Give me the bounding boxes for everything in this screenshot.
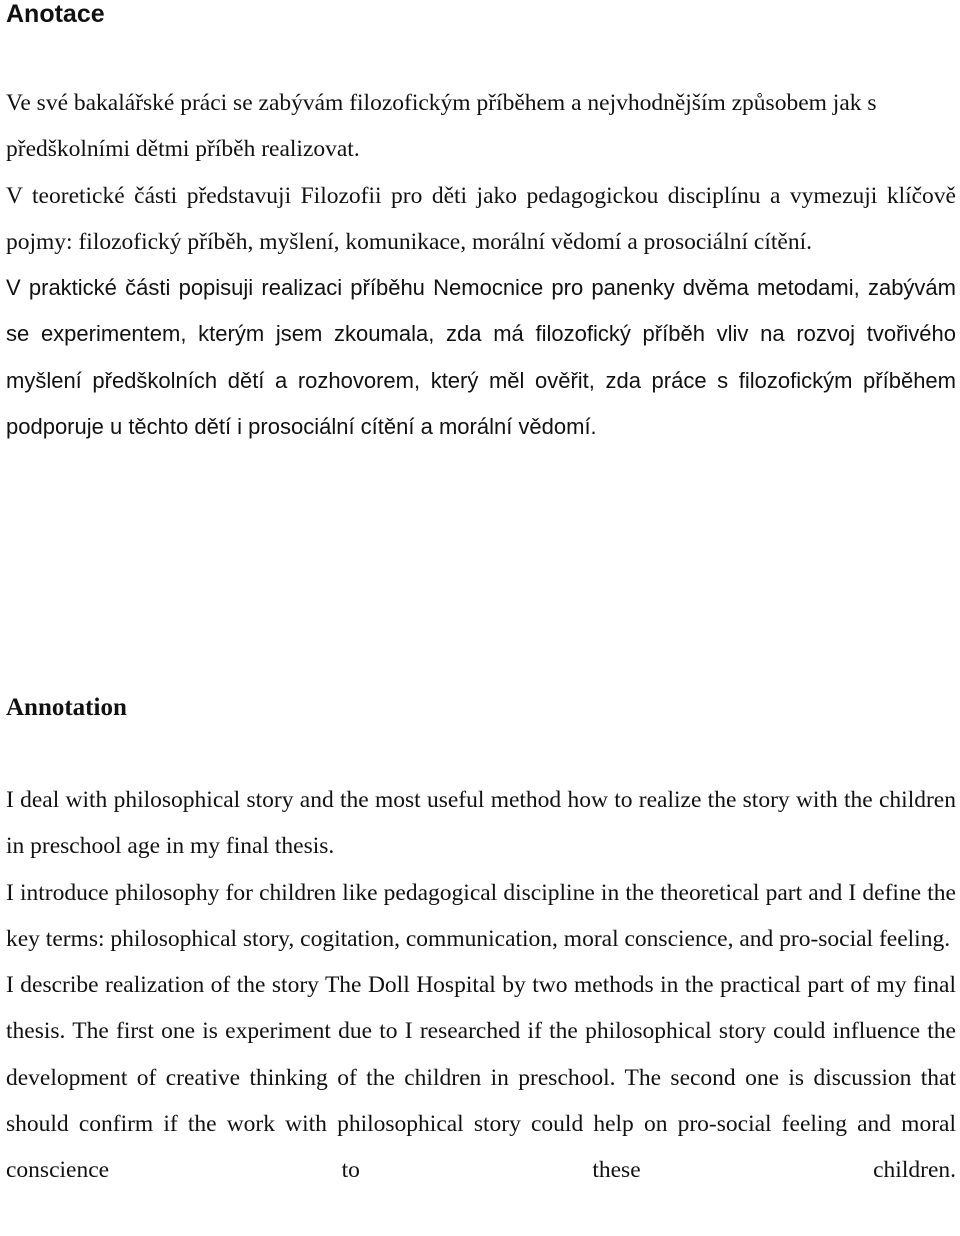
english-paragraph-3: I describe realization of the story The Doll Hospital by two methods in the practical part of my final thesis. The first one is experiment due to I researched if the philosophical story could influence the development of creative thinking of the children in preschool. The second one is discussion that should confirm if the work with philosophical story could help on pro-social feeling and moral conscience to these children. <box>6 972 956 1184</box>
czech-annotation-heading: Anotace <box>6 0 105 28</box>
english-annotation-body <box>6 777 956 1194</box>
czech-paragraph-1: Ve své bakalářské práci se zabývám filozofickým příběhem a nejvhodnějším způsobem jak s předškolními dětmi příběh realizovat. <box>6 90 877 163</box>
czech-paragraph-3: V praktické části popisuji realizaci příběhu Nemocnice pro panenky dvěma metodami, zabývám se experimentem, kterým jsem zkoumala, zda má filozofický příběh vliv na rozvoj tvořivého myšlení předškolních dětí a rozhovorem, který měl ověřit, zda práce s filozofickým příběhem podporuje u těchto dětí i prosociální cítění a morální vědomí. <box>6 275 956 440</box>
english-paragraph-2: I introduce philosophy for children like pedagogical discipline in the theoretical part and I define the key terms: philosophical story, cogitation, communication, moral conscience, and pro-social feeling. <box>6 879 956 952</box>
english-paragraph-1: I deal with philosophical story and the most useful method how to realize the story with the children in preschool age in my final thesis. <box>6 787 956 860</box>
czech-paragraph-2: V teoretické části představuji Filozofii pro děti jako pedagogickou disciplínu a vymezuji klíčově pojmy: filozofický příběh, myšlení, komunikace, morální vědomí a prosociální cítění. <box>6 182 956 255</box>
czech-annotation-body <box>6 80 956 450</box>
english-annotation-heading: Annotation <box>6 694 127 721</box>
